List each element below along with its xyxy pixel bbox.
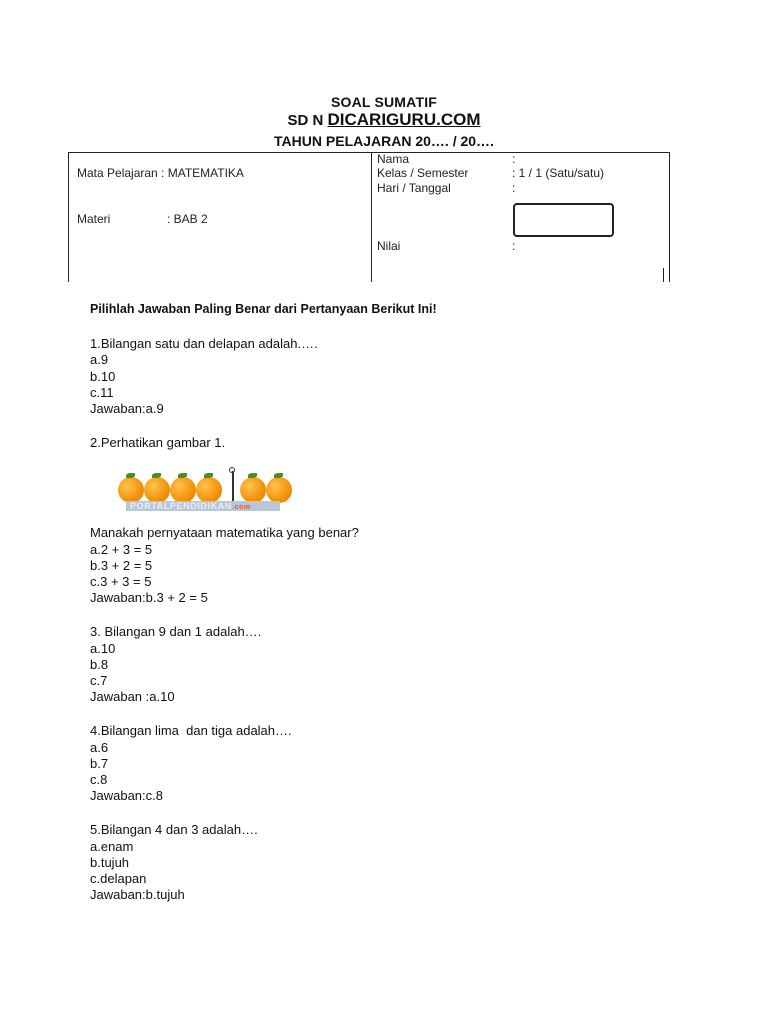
worksheet-title: SOAL SUMATIF [330, 94, 438, 110]
nama-label: Nama [377, 152, 410, 166]
question-text: 3. Bilangan 9 dan 1 adalah…. [90, 624, 262, 640]
questions-section [90, 301, 730, 903]
answer: Jawaban:b.3 + 2 = 5 [90, 590, 208, 606]
materi-value: : BAB 2 [167, 212, 208, 226]
academic-year: TAHUN PELAJARAN 20…. / 20…. [274, 133, 494, 149]
watermark-banner: PORTALPENDIDIKAN.com [126, 501, 280, 511]
question-2 [90, 435, 730, 606]
question-text: 4.Bilangan lima dan tiga adalah…. [90, 723, 292, 739]
option-c: c.11 [90, 384, 114, 400]
question-text: 5.Bilangan 4 dan 3 adalah…. [90, 822, 258, 838]
orange-icon [240, 477, 266, 503]
option-a: a.6 [90, 739, 109, 755]
info-box-tick [663, 268, 664, 282]
option-a: a.10 [90, 640, 116, 656]
kelas-label: Kelas / Semester [377, 166, 469, 180]
option-c: c.3 + 3 = 5 [90, 574, 152, 590]
option-c: c.8 [90, 772, 108, 788]
hari-value: : [512, 181, 516, 195]
question-1 [90, 336, 730, 417]
school-prefix: SD N [287, 112, 324, 129]
subject-label: Mata Pelajaran : MATEMATIKA [77, 166, 244, 180]
option-a: a.enam [90, 838, 134, 854]
orange-icon [170, 477, 196, 503]
answer: Jawaban:c.8 [90, 788, 163, 804]
question-text: 2.Perhatikan gambar 1. [90, 435, 226, 451]
orange-icon [266, 477, 292, 503]
answer: Jawaban :a.10 [90, 689, 175, 705]
nilai-value: : [512, 239, 516, 253]
option-b: b.tujuh [90, 854, 130, 870]
option-c: c.delapan [90, 871, 147, 887]
question-text: 1.Bilangan satu dan delapan adalah.…. [90, 336, 318, 352]
question-subtext: Manakah pernyataan matematika yang benar? [90, 525, 359, 541]
question-5 [90, 822, 730, 903]
orange-icon [196, 477, 222, 503]
question-4 [90, 723, 730, 804]
nama-value: : [512, 152, 516, 166]
nilai-label: Nilai [377, 239, 401, 253]
option-b: b.8 [90, 656, 109, 672]
school-name [0, 110, 768, 130]
answer: Jawaban:a.9 [90, 401, 164, 417]
option-c: c.7 [90, 673, 108, 689]
option-b: b.3 + 2 = 5 [90, 557, 153, 573]
oranges-figure [118, 465, 314, 517]
option-b: b.7 [90, 755, 109, 771]
orange-icon [144, 477, 170, 503]
hari-label: Hari / Tanggal [377, 181, 451, 195]
question-3 [90, 624, 730, 705]
orange-icon [118, 477, 144, 503]
info-box-divider [371, 152, 372, 282]
score-box[interactable] [513, 203, 614, 237]
kelas-value: : 1 / 1 (Satu/satu) [512, 166, 605, 180]
school-name-link[interactable]: DICARIGURU.COM [327, 110, 481, 129]
answer: Jawaban:b.tujuh [90, 887, 185, 903]
option-a: a.2 + 3 = 5 [90, 541, 153, 557]
option-a: a.9 [90, 352, 109, 368]
option-b: b.10 [90, 368, 116, 384]
materi-label: Materi [77, 212, 111, 226]
instructions: Pilihlah Jawaban Paling Benar dari Pertanyaan Berikut Ini! [90, 302, 437, 316]
